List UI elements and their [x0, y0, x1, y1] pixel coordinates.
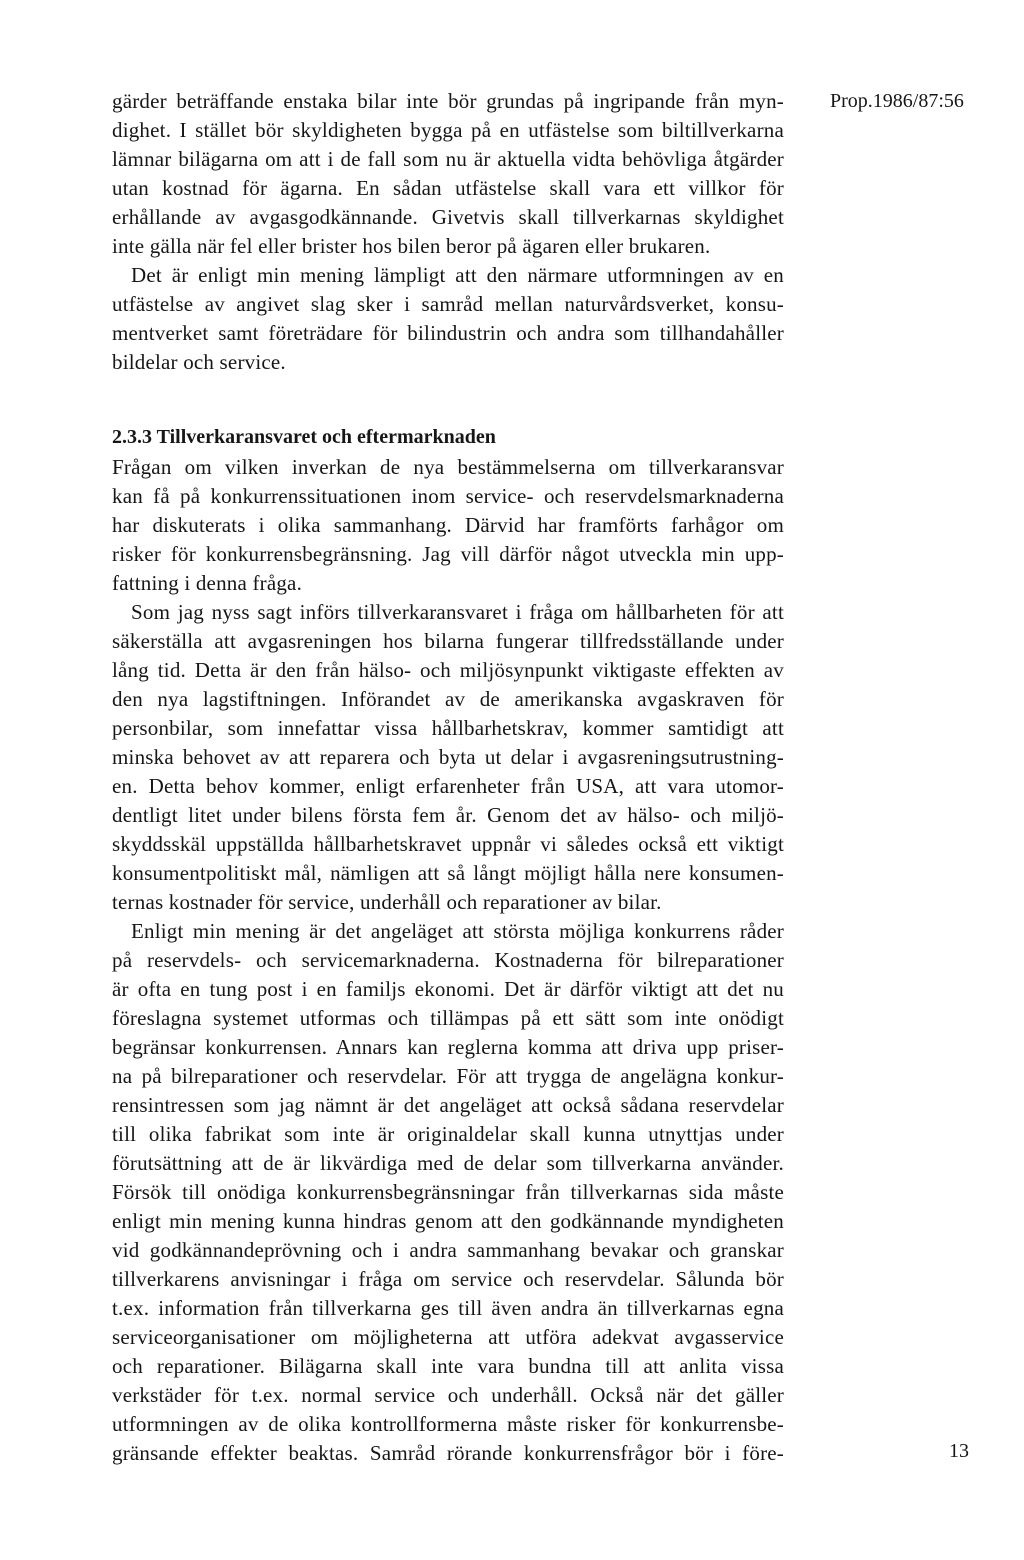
text-line: kan få på konkurrenssituationen inom service- och reservdelsmarknaderna: [112, 484, 784, 508]
paragraph: [112, 453, 784, 598]
paragraph: [112, 261, 784, 377]
text-line: risker för konkurrensbegränsning. Jag vill därför något utveckla min upp-: [112, 542, 784, 566]
text-line: utan kostnad för ägarna. En sådan utfästelse skall vara ett villkor för: [112, 176, 784, 200]
text-line: bildelar och service.: [112, 350, 286, 374]
text-line: utformningen av de olika kontrollformerna måste risker för konkurrensbe-: [112, 1412, 784, 1436]
text-line: skyddsskäl uppställda hållbarhetskravet uppnår vi således också ett viktigt: [112, 832, 784, 856]
text-line: konsumentpolitiskt mål, nämligen att så långt möjligt hålla nere konsumen-: [112, 861, 784, 885]
text-line: ternas kostnader för service, underhåll och reparationer av bilar.: [112, 890, 662, 914]
text-line: förutsättning att de är likvärdiga med de delar som tillverkarna använder.: [112, 1151, 784, 1175]
paragraph: [112, 917, 784, 1468]
text-line: vid godkännandeprövning och i andra sammanhang bevakar och granskar: [112, 1238, 784, 1262]
text-line: inte gälla när fel eller brister hos bilen beror på ägaren eller brukaren.: [112, 234, 711, 258]
text-line: lämnar bilägarna om att i de fall som nu är aktuella vidta behövliga åtgärder: [112, 147, 784, 171]
text-line: Det är enligt min mening lämpligt att den närmare utformningen av en: [131, 263, 784, 287]
section-heading: 2.3.3 Tillverkaransvaret och eftermarknaden: [112, 426, 496, 448]
text-line: verkstäder för t.ex. normal service och underhåll. Också när det gäller: [112, 1383, 784, 1407]
text-line: minska behovet av att reparera och byta ut delar i avgasreningsutrustning-: [112, 745, 784, 769]
text-line: har diskuterats i olika sammanhang. Därvid har framförts farhågor om: [112, 513, 784, 537]
text-line: lång tid. Detta är den från hälso- och miljösynpunkt viktigaste effekten av: [112, 658, 784, 682]
text-line: är ofta en tung post i en familjs ekonomi. Det är därför viktigt att det nu: [112, 977, 784, 1001]
text-line: na på bilreparationer och reservdelar. För att trygga de angelägna konkur-: [112, 1064, 784, 1088]
text-before-heading: [112, 87, 784, 377]
text-line: den nya lagstiftningen. Införandet av de amerikanska avgaskraven för: [112, 687, 784, 711]
text-line: Frågan om vilken inverkan de nya bestämmelserna om tillverkaransvar: [112, 455, 784, 479]
text-line: enligt min mening kunna hindras genom att den godkännande myndigheten: [112, 1209, 784, 1233]
text-line: rensintressen som jag nämnt är det angeläget att också sådana reservdelar: [112, 1093, 784, 1117]
text-line: Försök till onödiga konkurrensbegränsningar från tillverkarnas sida måste: [112, 1180, 784, 1204]
proposition-number: Prop.1986/87:56: [830, 90, 964, 112]
text-line: Som jag nyss sagt införs tillverkaransvaret i fråga om hållbarheten för att: [131, 600, 784, 624]
text-line: erhållande av avgasgodkännande. Givetvis skall tillverkarnas skyldighet: [112, 205, 784, 229]
text-line: fattning i denna fråga.: [112, 571, 303, 595]
text-line: föreslagna systemet utformas och tillämpas på ett sätt som inte onödigt: [112, 1006, 784, 1030]
paragraph: [112, 598, 784, 917]
text-line: serviceorganisationer om möjligheterna att utföra adekvat avgasservice: [112, 1325, 784, 1349]
text-line: gärder beträffande enstaka bilar inte bör grundas på ingripande från myn-: [112, 89, 784, 113]
text-line: begränsar konkurrensen. Annars kan reglerna komma att driva upp priser-: [112, 1035, 784, 1059]
text-line: dighet. I stället bör skyldigheten bygga på en utfästelse som biltillverkarna: [112, 118, 784, 142]
text-line: Enligt min mening är det angeläget att största möjliga konkurrens råder: [131, 919, 784, 943]
text-line: på reservdels- och servicemarknaderna. Kostnaderna för bilreparationer: [112, 948, 784, 972]
paragraph: [112, 87, 784, 261]
text-line: t.ex. information från tillverkarna ges till även andra än tillverkarnas egna: [112, 1296, 784, 1320]
text-line: säkerställa att avgasreningen hos bilarna fungerar tillfredsställande under: [112, 629, 784, 653]
text-line: mentverket samt företrädare för bilindustrin och andra som tillhandahåller: [112, 321, 784, 345]
text-line: utfästelse av angivet slag sker i samråd mellan naturvårdsverket, konsu-: [112, 292, 784, 316]
text-line: gränsande effekter beaktas. Samråd rörande konkurrensfrågor bör i före-: [112, 1441, 784, 1465]
text-line: och reparationer. Bilägarna skall inte vara bundna till att anlita vissa: [112, 1354, 784, 1378]
text-line: till olika fabrikat som inte är originaldelar skall kunna utnyttjas under: [112, 1122, 784, 1146]
section-body: [112, 453, 784, 1468]
text-line: tillverkarens anvisningar i fråga om service och reservdelar. Sålunda bör: [112, 1267, 784, 1291]
text-line: en. Detta behov kommer, enligt erfarenheter från USA, att vara utomor-: [112, 774, 784, 798]
page-number: 13: [949, 1440, 969, 1462]
text-line: personbilar, som innefattar vissa hållbarhetskrav, kommer samtidigt att: [112, 716, 784, 740]
text-line: dentligt litet under bilens första fem år. Genom det av hälso- och miljö-: [112, 803, 784, 827]
